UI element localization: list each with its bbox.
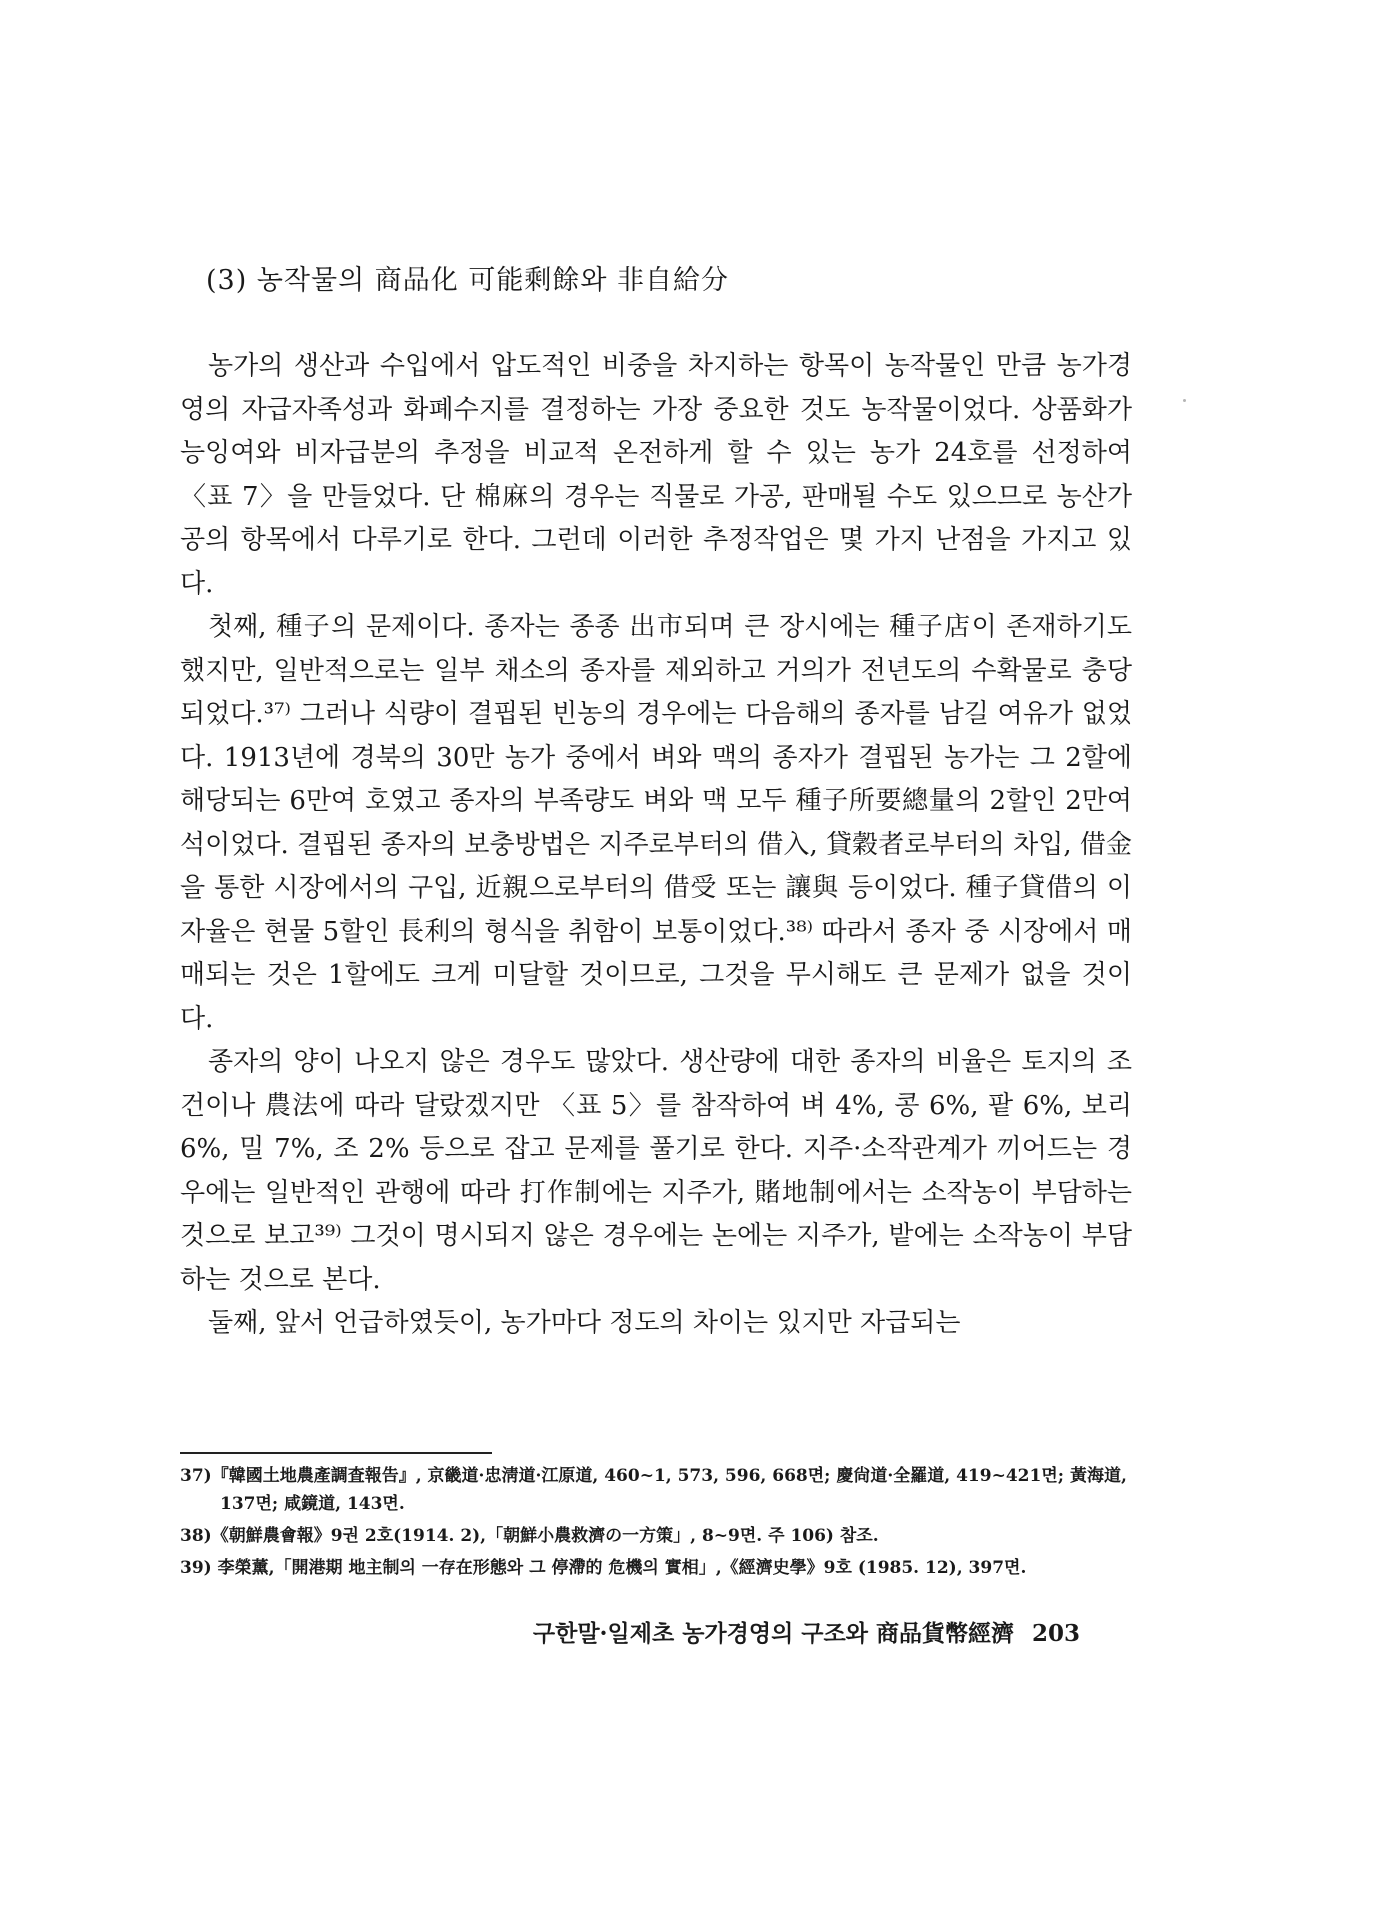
running-footer (440, 1615, 1080, 1648)
section-heading: (3) 농작물의 商品化 可能剩餘와 非自給分 (206, 265, 729, 296)
footnote-39: 39) 李榮薰,「開港期 地主制의 一存在形態와 그 停滯的 危機의 實相」,《經濟史學》9호 (1985. 12), 397면. (180, 1558, 1027, 1578)
running-title: 구한말·일제초 농가경영의 구조와 商品貨幣經濟 (532, 1620, 1014, 1647)
footnote-38: 38)《朝鮮農會報》9권 2호(1914. 2),「朝鮮小農救濟の一方策」, 8~9면. 주 106) 참조. (180, 1526, 879, 1546)
paragraph: 둘째, 앞서 언급하였듯이, 농가마다 정도의 차이는 있지만 자급되는 (208, 1308, 961, 1338)
paragraph: 첫째, 種子의 문제이다. 종자는 종종 出市되며 큰 장시에는 種子店이 존재하기도 했지만, 일반적으로는 일부 채소의 종자를 제외하고 거의가 전년도의 수확물로 충당되었다.³⁷⁾ 그러나 식량이 결핍된 빈농의 경우에는 다음해의 종자를 남길 여유가 없었다. 1913년에 경북의 30만 농가 중에서 벼와 맥의 종자가 결핍된 농가는 그 2할에 해당되는 6만여 호였고 종자의 부족량도 벼와 맥 모두 種子所要總量의 2할인 2만여 석이었다. 결핍된 종자의 보충방법은 지주로부터의 借入, 貸穀者로부터의 차입, 借金을 통한 시장에서의 구입, 近親으로부터의 借受 또는 讓與 등이었다. 種子貸借의 이자율은 현물 5할인 長利의 형식을 취함이 보통이었다.³⁸⁾ 따라서 종자 중 시장에서 매매되는 것은 1할에도 크게 미달할 것이므로, 그것을 무시해도 큰 문제가 없을 것이다. (180, 612, 1132, 1034)
footnote-divider (180, 1452, 492, 1454)
page-number: 203 (1031, 1620, 1080, 1647)
paragraph: 농가의 생산과 수입에서 압도적인 비중을 차지하는 항목이 농작물인 만큼 농가경영의 자급자족성과 화폐수지를 결정하는 가장 중요한 것도 농작물이었다. 상품화가능잉여와 비자급분의 추정을 비교적 온전하게 할 수 있는 농가 24호를 선정하여 〈표 7〉을 만들었다. 단 棉麻의 경우는 직물로 가공, 판매될 수도 있으므로 농산가공의 항목에서 다루기로 한다. 그런데 이러한 추정작업은 몇 가지 난점을 가지고 있다. (180, 351, 1132, 599)
scan-speck (1183, 399, 1186, 402)
paragraph: 종자의 양이 나오지 않은 경우도 많았다. 생산량에 대한 종자의 비율은 토지의 조건이나 農法에 따라 달랐겠지만 〈표 5〉를 참작하여 벼 4%, 콩 6%, 팥 6%, 보리 6%, 밀 7%, 조 2% 등으로 잡고 문제를 풀기로 한다. 지주·소작관계가 끼어드는 경우에는 일반적인 관행에 따라 打作制에는 지주가, 賭地制에서는 소작농이 부담하는 것으로 보고³⁹⁾ 그것이 명시되지 않은 경우에는 논에는 지주가, 밭에는 소작농이 부담하는 것으로 본다. (180, 1047, 1132, 1295)
footnotes (180, 1462, 1132, 1586)
body-text (180, 345, 1132, 1346)
footnote-37: 37)『韓國土地農產調査報告』, 京畿道·忠淸道·江原道, 460~1, 573, 596, 668면; 慶尙道·全羅道, 419~421면; 黃海道, 137면; 咸鏡道, 143면. (180, 1466, 1127, 1514)
